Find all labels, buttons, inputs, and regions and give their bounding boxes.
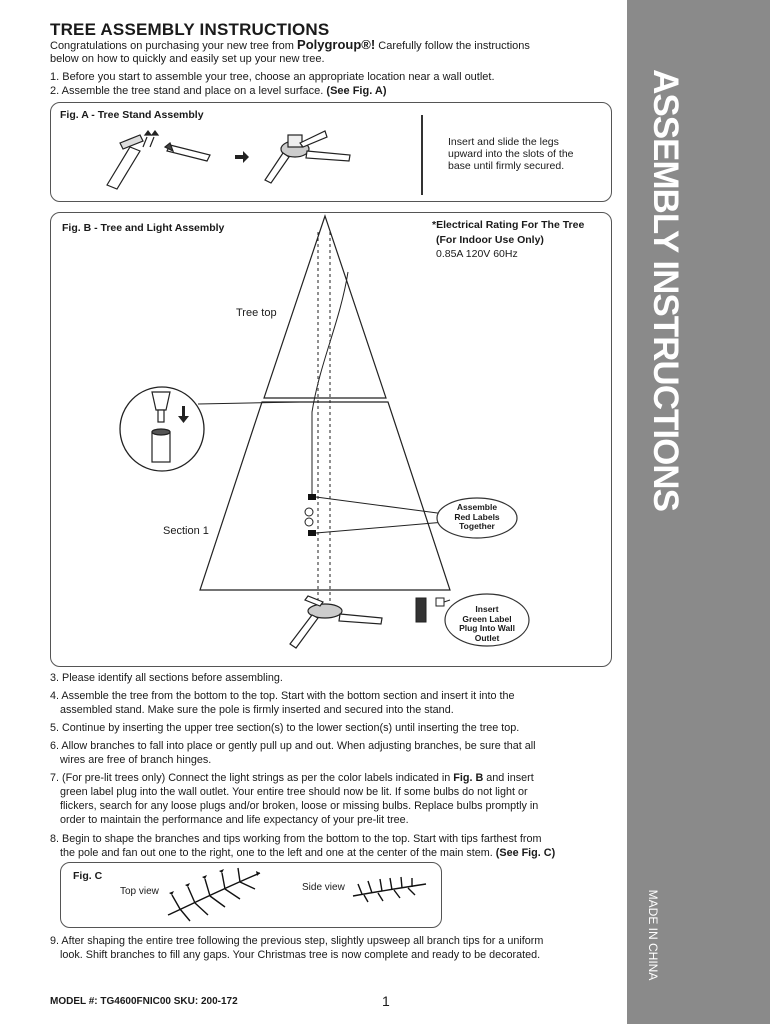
intro-line-1 — [50, 38, 610, 53]
figure-a-note-1: Insert and slide the legs — [448, 136, 559, 148]
stand-leg-parts — [107, 131, 210, 189]
base-stand — [290, 596, 382, 648]
step-7 — [50, 771, 615, 827]
step-1: 1. Before you start to assemble your tree, choose an appropriate location near a wall outlet. — [50, 71, 495, 83]
red-label-socket — [308, 530, 316, 536]
connector-bottom — [305, 518, 313, 526]
intro-text-end: Carefully follow the instructions — [375, 40, 530, 52]
step-2-figure-ref: (See Fig. A) — [326, 85, 387, 97]
callout-green-line-4: Outlet — [474, 632, 500, 643]
electrical-rating-title: *Electrical Rating For The Tree — [432, 219, 585, 231]
step-4 — [50, 689, 615, 717]
step-9-line-1: 9. After shaping the entire tree following the previous step, slightly upsweep all branch tips for a uniform — [50, 935, 544, 947]
figure-a-note-2: upward into the slots of the — [448, 148, 574, 160]
callout-red-line-2: Red Labels — [454, 511, 500, 522]
step-9-line-2: look. Shift branches to fill any gaps. Your Christmas tree is now complete and ready to be decorated. — [60, 949, 541, 961]
step-7-figure-ref: Fig. B — [453, 772, 484, 784]
callout-green-line-1: Insert — [475, 604, 499, 614]
callout-green-line-2: Green Label — [462, 613, 512, 624]
page-number: 1 — [382, 993, 390, 1009]
section-1-label: Section 1 — [163, 525, 209, 537]
arrow-right-icon — [235, 151, 249, 163]
tree-stand-illustration — [95, 125, 365, 195]
callout-green-label — [447, 605, 527, 643]
step-7-line-2: green label plug into the wall outlet. Your entire tree should now be lit. If some bulbs do not light or — [60, 786, 528, 798]
step-7-text-end: and insert — [483, 772, 534, 784]
step-9 — [50, 934, 615, 962]
electrical-rating-indoor: (For Indoor Use Only) — [436, 234, 544, 246]
step-3: 3. Please identify all sections before assembling. — [50, 672, 283, 684]
step-8-line-2 — [50, 846, 615, 860]
top-view-label: Top view — [120, 886, 159, 897]
step-7-line-4: order to maintain the performance and life expectancy of your pre-lit tree. — [60, 814, 409, 826]
step-8 — [50, 832, 615, 860]
tree-top-cone — [264, 216, 386, 398]
sidebar-title: ASSEMBLY INSTRUCTIONS — [646, 69, 685, 511]
model-number: MODEL #: TG4600FNIC00 SKU: 200-172 — [50, 996, 238, 1007]
step-8-figure-ref: (See Fig. C) — [495, 847, 556, 859]
callout-red-line-1: Assemble — [456, 502, 498, 512]
tree-assembly-illustration — [50, 212, 610, 665]
step-7-text: 7. (For pre-lit trees only) Connect the light strings as per the color labels indicated in — [50, 772, 454, 784]
step-6-line-2: wires are free of branch hinges. — [60, 754, 212, 766]
assembled-stand — [265, 131, 350, 183]
step-6-line-1: 6. Allow branches to fall into place or gently pull up and out. When adjusting branches, be sure that all — [50, 740, 536, 752]
branch-top-view-illustration — [160, 865, 270, 923]
figure-b-label: Fig. B - Tree and Light Assembly — [62, 222, 225, 234]
callout-red-line-3: Together — [459, 521, 495, 531]
brand-name: Polygroup®! — [297, 37, 376, 52]
callout-green-line-3: Plug Into Wall — [459, 623, 515, 633]
electrical-rating-value: 0.85A 120V 60Hz — [436, 248, 518, 260]
figure-c-label: Fig. C — [73, 870, 103, 882]
page-title: TREE ASSEMBLY INSTRUCTIONS — [50, 20, 330, 39]
intro-line-2: below on how to quickly and easily set up your new tree. — [50, 53, 325, 65]
intro-text: Congratulations on purchasing your new tree from — [50, 40, 298, 52]
step-2 — [50, 85, 610, 98]
callout-red-labels — [437, 503, 517, 532]
step-4-line-2: assembled stand. Make sure the pole is firmly inserted and secured into the stand. — [60, 704, 454, 716]
step-7-line-3: flickers, search for any loose plugs and/or broken, loose or missing bulbs. Replace bulbs promptly in — [60, 800, 539, 812]
made-in-label: MADE IN CHINA — [646, 889, 660, 981]
branch-side-view-illustration — [350, 874, 430, 904]
step-4-line-1: 4. Assemble the tree from the bottom to the top. Start with the bottom section and insert it into the — [50, 690, 515, 702]
figure-a-divider — [421, 115, 423, 195]
figure-a-label: Fig. A - Tree Stand Assembly — [60, 109, 204, 121]
tree-section-1 — [200, 402, 450, 590]
step-6 — [50, 739, 615, 767]
figure-a-note-3: base until firmly secured. — [448, 160, 565, 172]
step-5: 5. Continue by inserting the upper tree section(s) to the lower section(s) until inserting the tree top. — [50, 722, 520, 734]
side-view-label: Side view — [302, 882, 345, 893]
tree-top-label: Tree top — [236, 307, 277, 319]
red-label-plug — [308, 494, 316, 500]
connector-top — [305, 508, 313, 516]
step-2-text: 2. Assemble the tree stand and place on a level surface. — [50, 85, 327, 97]
step-8-text: the pole and fan out one to the right, one to the left and one at the center of the main stem. — [60, 847, 496, 859]
step-8-line-1: 8. Begin to shape the branches and tips working from the bottom to the top. Start with tips farthest from — [50, 833, 542, 845]
